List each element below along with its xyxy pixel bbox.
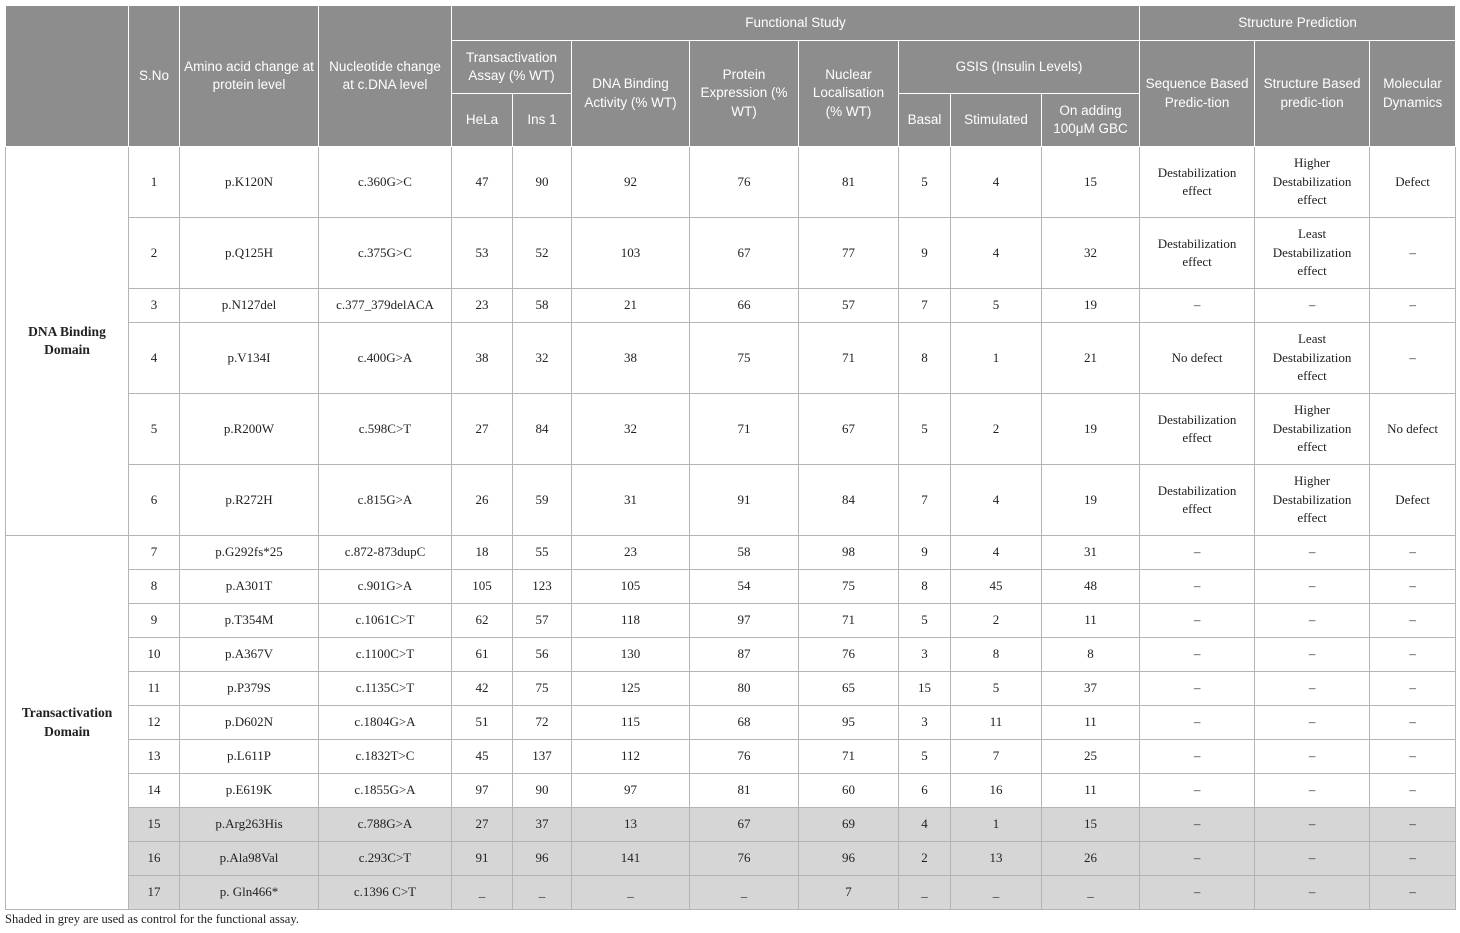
cell-nuc: 67 bbox=[799, 394, 899, 465]
cell-basal: 3 bbox=[899, 638, 951, 672]
cell-sno: 4 bbox=[129, 323, 180, 394]
cell-struct: Higher Destabilization effect bbox=[1255, 394, 1370, 465]
cell-prot: 75 bbox=[690, 323, 799, 394]
cell-ins1: 52 bbox=[513, 218, 572, 289]
cell-md: – bbox=[1370, 740, 1456, 774]
cell-ins1: 96 bbox=[513, 842, 572, 876]
mutation-table bbox=[5, 5, 1456, 910]
cell-hela: 27 bbox=[452, 808, 513, 842]
cell-basal: 5 bbox=[899, 604, 951, 638]
table-row bbox=[6, 394, 1456, 465]
header-stimulated: Stimulated bbox=[951, 94, 1042, 147]
cell-hela: 91 bbox=[452, 842, 513, 876]
cell-basal: 3 bbox=[899, 706, 951, 740]
cell-seq: No defect bbox=[1140, 323, 1255, 394]
cell-ins1: _ bbox=[513, 876, 572, 910]
cell-nt: c.1396 C>T bbox=[319, 876, 452, 910]
cell-basal: 2 bbox=[899, 842, 951, 876]
cell-dna: 97 bbox=[572, 774, 690, 808]
header-molecular-dynamics: Molecular Dynamics bbox=[1370, 41, 1456, 147]
header-functional-study: Functional Study bbox=[452, 6, 1140, 41]
cell-nt: c.400G>A bbox=[319, 323, 452, 394]
cell-gbc: 11 bbox=[1042, 706, 1140, 740]
cell-struct: – bbox=[1255, 638, 1370, 672]
cell-gbc: 19 bbox=[1042, 394, 1140, 465]
header-transactivation: Transactivation Assay (% WT) bbox=[452, 41, 572, 94]
cell-nt: c.1135C>T bbox=[319, 672, 452, 706]
cell-md: – bbox=[1370, 570, 1456, 604]
cell-hela: 97 bbox=[452, 774, 513, 808]
cell-seq: – bbox=[1140, 536, 1255, 570]
cell-seq: – bbox=[1140, 604, 1255, 638]
header-amino-acid: Amino acid change at protein level bbox=[180, 6, 319, 147]
cell-seq: Destabilization effect bbox=[1140, 465, 1255, 536]
cell-nuc: 71 bbox=[799, 740, 899, 774]
cell-stim: 45 bbox=[951, 570, 1042, 604]
cell-aa: p. Gln466* bbox=[180, 876, 319, 910]
cell-struct: – bbox=[1255, 604, 1370, 638]
table-row bbox=[6, 808, 1456, 842]
cell-hela: 26 bbox=[452, 465, 513, 536]
cell-stim: 1 bbox=[951, 323, 1042, 394]
cell-prot: _ bbox=[690, 876, 799, 910]
cell-seq: – bbox=[1140, 706, 1255, 740]
cell-md: – bbox=[1370, 323, 1456, 394]
cell-prot: 66 bbox=[690, 289, 799, 323]
cell-prot: 71 bbox=[690, 394, 799, 465]
domain-dna-binding: DNA Binding Domain bbox=[6, 147, 129, 536]
cell-stim: _ bbox=[951, 876, 1042, 910]
table-row bbox=[6, 465, 1456, 536]
header-structure-based: Structure Based predic-tion bbox=[1255, 41, 1370, 147]
cell-gbc: 25 bbox=[1042, 740, 1140, 774]
cell-dna: 105 bbox=[572, 570, 690, 604]
cell-ins1: 37 bbox=[513, 808, 572, 842]
cell-gbc: 31 bbox=[1042, 536, 1140, 570]
cell-nt: c.815G>A bbox=[319, 465, 452, 536]
cell-stim: 2 bbox=[951, 394, 1042, 465]
cell-md: Defect bbox=[1370, 465, 1456, 536]
cell-basal: 15 bbox=[899, 672, 951, 706]
cell-hela: 53 bbox=[452, 218, 513, 289]
cell-sno: 6 bbox=[129, 465, 180, 536]
cell-stim: 5 bbox=[951, 672, 1042, 706]
cell-ins1: 72 bbox=[513, 706, 572, 740]
cell-sno: 7 bbox=[129, 536, 180, 570]
cell-aa: p.Arg263His bbox=[180, 808, 319, 842]
cell-seq: – bbox=[1140, 638, 1255, 672]
cell-aa: p.P379S bbox=[180, 672, 319, 706]
cell-hela: 105 bbox=[452, 570, 513, 604]
cell-hela: _ bbox=[452, 876, 513, 910]
cell-nuc: 75 bbox=[799, 570, 899, 604]
cell-md: – bbox=[1370, 842, 1456, 876]
cell-nuc: 69 bbox=[799, 808, 899, 842]
cell-hela: 38 bbox=[452, 323, 513, 394]
cell-aa: p.Q125H bbox=[180, 218, 319, 289]
cell-aa: p.V134I bbox=[180, 323, 319, 394]
table-body bbox=[6, 147, 1456, 910]
cell-stim: 1 bbox=[951, 808, 1042, 842]
table-row bbox=[6, 774, 1456, 808]
cell-prot: 68 bbox=[690, 706, 799, 740]
cell-sno: 10 bbox=[129, 638, 180, 672]
cell-nuc: 77 bbox=[799, 218, 899, 289]
cell-gbc: 19 bbox=[1042, 465, 1140, 536]
cell-gbc: 15 bbox=[1042, 808, 1140, 842]
header-protein-expression: Protein Expression (% WT) bbox=[690, 41, 799, 147]
cell-prot: 80 bbox=[690, 672, 799, 706]
cell-struct: – bbox=[1255, 672, 1370, 706]
cell-nt: c.293C>T bbox=[319, 842, 452, 876]
cell-prot: 76 bbox=[690, 842, 799, 876]
cell-sno: 2 bbox=[129, 218, 180, 289]
cell-dna: 130 bbox=[572, 638, 690, 672]
cell-hela: 62 bbox=[452, 604, 513, 638]
cell-nt: c.377_379delACA bbox=[319, 289, 452, 323]
cell-basal: 9 bbox=[899, 536, 951, 570]
table-row bbox=[6, 740, 1456, 774]
cell-aa: p.Ala98Val bbox=[180, 842, 319, 876]
cell-hela: 45 bbox=[452, 740, 513, 774]
header-nucleotide: Nucleotide change at c.DNA level bbox=[319, 6, 452, 147]
cell-ins1: 57 bbox=[513, 604, 572, 638]
cell-dna: 21 bbox=[572, 289, 690, 323]
cell-nuc: 95 bbox=[799, 706, 899, 740]
cell-prot: 97 bbox=[690, 604, 799, 638]
cell-basal: 7 bbox=[899, 289, 951, 323]
cell-prot: 67 bbox=[690, 218, 799, 289]
cell-hela: 42 bbox=[452, 672, 513, 706]
cell-dna: 31 bbox=[572, 465, 690, 536]
cell-nuc: 65 bbox=[799, 672, 899, 706]
domain-transactivation: Transactivation Domain bbox=[6, 536, 129, 910]
cell-struct: – bbox=[1255, 774, 1370, 808]
cell-gbc: 11 bbox=[1042, 604, 1140, 638]
header-hela: HeLa bbox=[452, 94, 513, 147]
table-row bbox=[6, 536, 1456, 570]
cell-seq: Destabilization effect bbox=[1140, 218, 1255, 289]
cell-struct: – bbox=[1255, 289, 1370, 323]
table-row bbox=[6, 218, 1456, 289]
cell-prot: 87 bbox=[690, 638, 799, 672]
cell-struct: Least Destabilization effect bbox=[1255, 218, 1370, 289]
cell-seq: – bbox=[1140, 842, 1255, 876]
cell-md: – bbox=[1370, 289, 1456, 323]
cell-struct: – bbox=[1255, 876, 1370, 910]
header-nuclear-localisation: Nuclear Localisation (% WT) bbox=[799, 41, 899, 147]
cell-aa: p.A367V bbox=[180, 638, 319, 672]
cell-basal: 5 bbox=[899, 740, 951, 774]
cell-stim: 16 bbox=[951, 774, 1042, 808]
cell-dna: 23 bbox=[572, 536, 690, 570]
cell-dna: 32 bbox=[572, 394, 690, 465]
header-on-adding-gbc: On adding 100μM GBC bbox=[1042, 94, 1140, 147]
table-row bbox=[6, 604, 1456, 638]
table-row bbox=[6, 842, 1456, 876]
table-row bbox=[6, 147, 1456, 218]
cell-ins1: 123 bbox=[513, 570, 572, 604]
cell-hela: 27 bbox=[452, 394, 513, 465]
cell-nt: c.360G>C bbox=[319, 147, 452, 218]
cell-struct: – bbox=[1255, 570, 1370, 604]
cell-nt: c.788G>A bbox=[319, 808, 452, 842]
cell-seq: – bbox=[1140, 740, 1255, 774]
cell-sno: 5 bbox=[129, 394, 180, 465]
cell-sno: 14 bbox=[129, 774, 180, 808]
cell-md: – bbox=[1370, 808, 1456, 842]
cell-aa: p.A301T bbox=[180, 570, 319, 604]
cell-stim: 4 bbox=[951, 218, 1042, 289]
cell-md: – bbox=[1370, 876, 1456, 910]
cell-nuc: 81 bbox=[799, 147, 899, 218]
table-row bbox=[6, 289, 1456, 323]
header-sno: S.No bbox=[129, 6, 180, 147]
cell-hela: 18 bbox=[452, 536, 513, 570]
cell-stim: 11 bbox=[951, 706, 1042, 740]
cell-stim: 7 bbox=[951, 740, 1042, 774]
cell-gbc: 21 bbox=[1042, 323, 1140, 394]
cell-dna: 92 bbox=[572, 147, 690, 218]
cell-seq: – bbox=[1140, 672, 1255, 706]
cell-sno: 11 bbox=[129, 672, 180, 706]
cell-md: – bbox=[1370, 774, 1456, 808]
cell-gbc: 37 bbox=[1042, 672, 1140, 706]
cell-prot: 58 bbox=[690, 536, 799, 570]
cell-ins1: 75 bbox=[513, 672, 572, 706]
cell-stim: 5 bbox=[951, 289, 1042, 323]
cell-aa: p.R272H bbox=[180, 465, 319, 536]
table-row bbox=[6, 672, 1456, 706]
cell-nuc: 96 bbox=[799, 842, 899, 876]
table-row bbox=[6, 570, 1456, 604]
header-structure-prediction: Structure Prediction bbox=[1140, 6, 1456, 41]
cell-prot: 81 bbox=[690, 774, 799, 808]
cell-nt: c.1832T>C bbox=[319, 740, 452, 774]
cell-prot: 91 bbox=[690, 465, 799, 536]
cell-md: – bbox=[1370, 672, 1456, 706]
cell-ins1: 90 bbox=[513, 774, 572, 808]
header-dna-binding: DNA Binding Activity (% WT) bbox=[572, 41, 690, 147]
cell-basal: 9 bbox=[899, 218, 951, 289]
cell-dna: 141 bbox=[572, 842, 690, 876]
cell-seq: – bbox=[1140, 289, 1255, 323]
cell-sno: 9 bbox=[129, 604, 180, 638]
cell-dna: 38 bbox=[572, 323, 690, 394]
cell-stim: 4 bbox=[951, 465, 1042, 536]
cell-hela: 61 bbox=[452, 638, 513, 672]
cell-struct: – bbox=[1255, 740, 1370, 774]
cell-ins1: 90 bbox=[513, 147, 572, 218]
cell-sno: 12 bbox=[129, 706, 180, 740]
cell-aa: p.T354M bbox=[180, 604, 319, 638]
cell-stim: 13 bbox=[951, 842, 1042, 876]
cell-stim: 8 bbox=[951, 638, 1042, 672]
cell-md: Defect bbox=[1370, 147, 1456, 218]
cell-prot: 76 bbox=[690, 147, 799, 218]
cell-seq: – bbox=[1140, 570, 1255, 604]
cell-nt: c.1061C>T bbox=[319, 604, 452, 638]
cell-basal: 7 bbox=[899, 465, 951, 536]
cell-sno: 1 bbox=[129, 147, 180, 218]
cell-nuc: 71 bbox=[799, 604, 899, 638]
table-footnote: Shaded in grey are used as control for the functional assay. bbox=[5, 912, 299, 926]
cell-ins1: 58 bbox=[513, 289, 572, 323]
cell-gbc: _ bbox=[1042, 876, 1140, 910]
cell-aa: p.L611P bbox=[180, 740, 319, 774]
header-gsis: GSIS (Insulin Levels) bbox=[899, 41, 1140, 94]
header-basal: Basal bbox=[899, 94, 951, 147]
cell-seq: – bbox=[1140, 808, 1255, 842]
table-row bbox=[6, 876, 1456, 910]
cell-dna: 112 bbox=[572, 740, 690, 774]
cell-basal: 4 bbox=[899, 808, 951, 842]
cell-md: – bbox=[1370, 706, 1456, 740]
cell-struct: – bbox=[1255, 842, 1370, 876]
cell-md: – bbox=[1370, 536, 1456, 570]
cell-nuc: 71 bbox=[799, 323, 899, 394]
cell-sno: 3 bbox=[129, 289, 180, 323]
cell-nt: c.901G>A bbox=[319, 570, 452, 604]
cell-nuc: 98 bbox=[799, 536, 899, 570]
cell-stim: 4 bbox=[951, 147, 1042, 218]
cell-seq: Destabilization effect bbox=[1140, 394, 1255, 465]
header-sequence-based: Sequence Based Predic-tion bbox=[1140, 41, 1255, 147]
cell-aa: p.N127del bbox=[180, 289, 319, 323]
cell-stim: 2 bbox=[951, 604, 1042, 638]
cell-basal: 5 bbox=[899, 394, 951, 465]
cell-md: – bbox=[1370, 638, 1456, 672]
cell-ins1: 59 bbox=[513, 465, 572, 536]
cell-basal: 6 bbox=[899, 774, 951, 808]
cell-aa: p.D602N bbox=[180, 706, 319, 740]
cell-sno: 13 bbox=[129, 740, 180, 774]
header-blank bbox=[6, 6, 129, 147]
cell-nt: c.375G>C bbox=[319, 218, 452, 289]
cell-sno: 16 bbox=[129, 842, 180, 876]
cell-md: – bbox=[1370, 218, 1456, 289]
cell-seq: Destabilization effect bbox=[1140, 147, 1255, 218]
cell-hela: 51 bbox=[452, 706, 513, 740]
cell-sno: 8 bbox=[129, 570, 180, 604]
table-header bbox=[6, 6, 1456, 147]
cell-dna: _ bbox=[572, 876, 690, 910]
cell-nt: c.872-873dupC bbox=[319, 536, 452, 570]
cell-nt: c.1100C>T bbox=[319, 638, 452, 672]
header-ins1: Ins 1 bbox=[513, 94, 572, 147]
cell-gbc: 8 bbox=[1042, 638, 1140, 672]
cell-dna: 125 bbox=[572, 672, 690, 706]
table-row bbox=[6, 706, 1456, 740]
cell-ins1: 56 bbox=[513, 638, 572, 672]
cell-struct: Least Destabilization effect bbox=[1255, 323, 1370, 394]
cell-gbc: 48 bbox=[1042, 570, 1140, 604]
cell-aa: p.E619K bbox=[180, 774, 319, 808]
cell-gbc: 32 bbox=[1042, 218, 1140, 289]
cell-nuc: 57 bbox=[799, 289, 899, 323]
cell-aa: p.R200W bbox=[180, 394, 319, 465]
cell-dna: 103 bbox=[572, 218, 690, 289]
cell-ins1: 32 bbox=[513, 323, 572, 394]
cell-sno: 17 bbox=[129, 876, 180, 910]
cell-prot: 54 bbox=[690, 570, 799, 604]
cell-basal: 8 bbox=[899, 323, 951, 394]
cell-dna: 115 bbox=[572, 706, 690, 740]
cell-struct: – bbox=[1255, 808, 1370, 842]
cell-aa: p.G292fs*25 bbox=[180, 536, 319, 570]
cell-prot: 67 bbox=[690, 808, 799, 842]
cell-struct: Higher Destabilization effect bbox=[1255, 465, 1370, 536]
cell-nuc: 60 bbox=[799, 774, 899, 808]
table-row bbox=[6, 323, 1456, 394]
cell-basal: 5 bbox=[899, 147, 951, 218]
cell-gbc: 11 bbox=[1042, 774, 1140, 808]
cell-nt: c.1855G>A bbox=[319, 774, 452, 808]
cell-seq: – bbox=[1140, 876, 1255, 910]
cell-struct: Higher Destabilization effect bbox=[1255, 147, 1370, 218]
cell-dna: 118 bbox=[572, 604, 690, 638]
cell-struct: – bbox=[1255, 536, 1370, 570]
cell-hela: 23 bbox=[452, 289, 513, 323]
cell-prot: 76 bbox=[690, 740, 799, 774]
cell-md: No defect bbox=[1370, 394, 1456, 465]
cell-gbc: 15 bbox=[1042, 147, 1140, 218]
cell-md: – bbox=[1370, 604, 1456, 638]
cell-struct: – bbox=[1255, 706, 1370, 740]
cell-gbc: 26 bbox=[1042, 842, 1140, 876]
cell-aa: p.K120N bbox=[180, 147, 319, 218]
cell-nt: c.1804G>A bbox=[319, 706, 452, 740]
cell-stim: 4 bbox=[951, 536, 1042, 570]
cell-ins1: 55 bbox=[513, 536, 572, 570]
table-row bbox=[6, 638, 1456, 672]
cell-nuc: 84 bbox=[799, 465, 899, 536]
cell-nuc: 7 bbox=[799, 876, 899, 910]
cell-gbc: 19 bbox=[1042, 289, 1140, 323]
cell-ins1: 137 bbox=[513, 740, 572, 774]
cell-basal: _ bbox=[899, 876, 951, 910]
cell-sno: 15 bbox=[129, 808, 180, 842]
cell-ins1: 84 bbox=[513, 394, 572, 465]
cell-seq: – bbox=[1140, 774, 1255, 808]
cell-basal: 8 bbox=[899, 570, 951, 604]
cell-hela: 47 bbox=[452, 147, 513, 218]
cell-nt: c.598C>T bbox=[319, 394, 452, 465]
cell-nuc: 76 bbox=[799, 638, 899, 672]
cell-dna: 13 bbox=[572, 808, 690, 842]
